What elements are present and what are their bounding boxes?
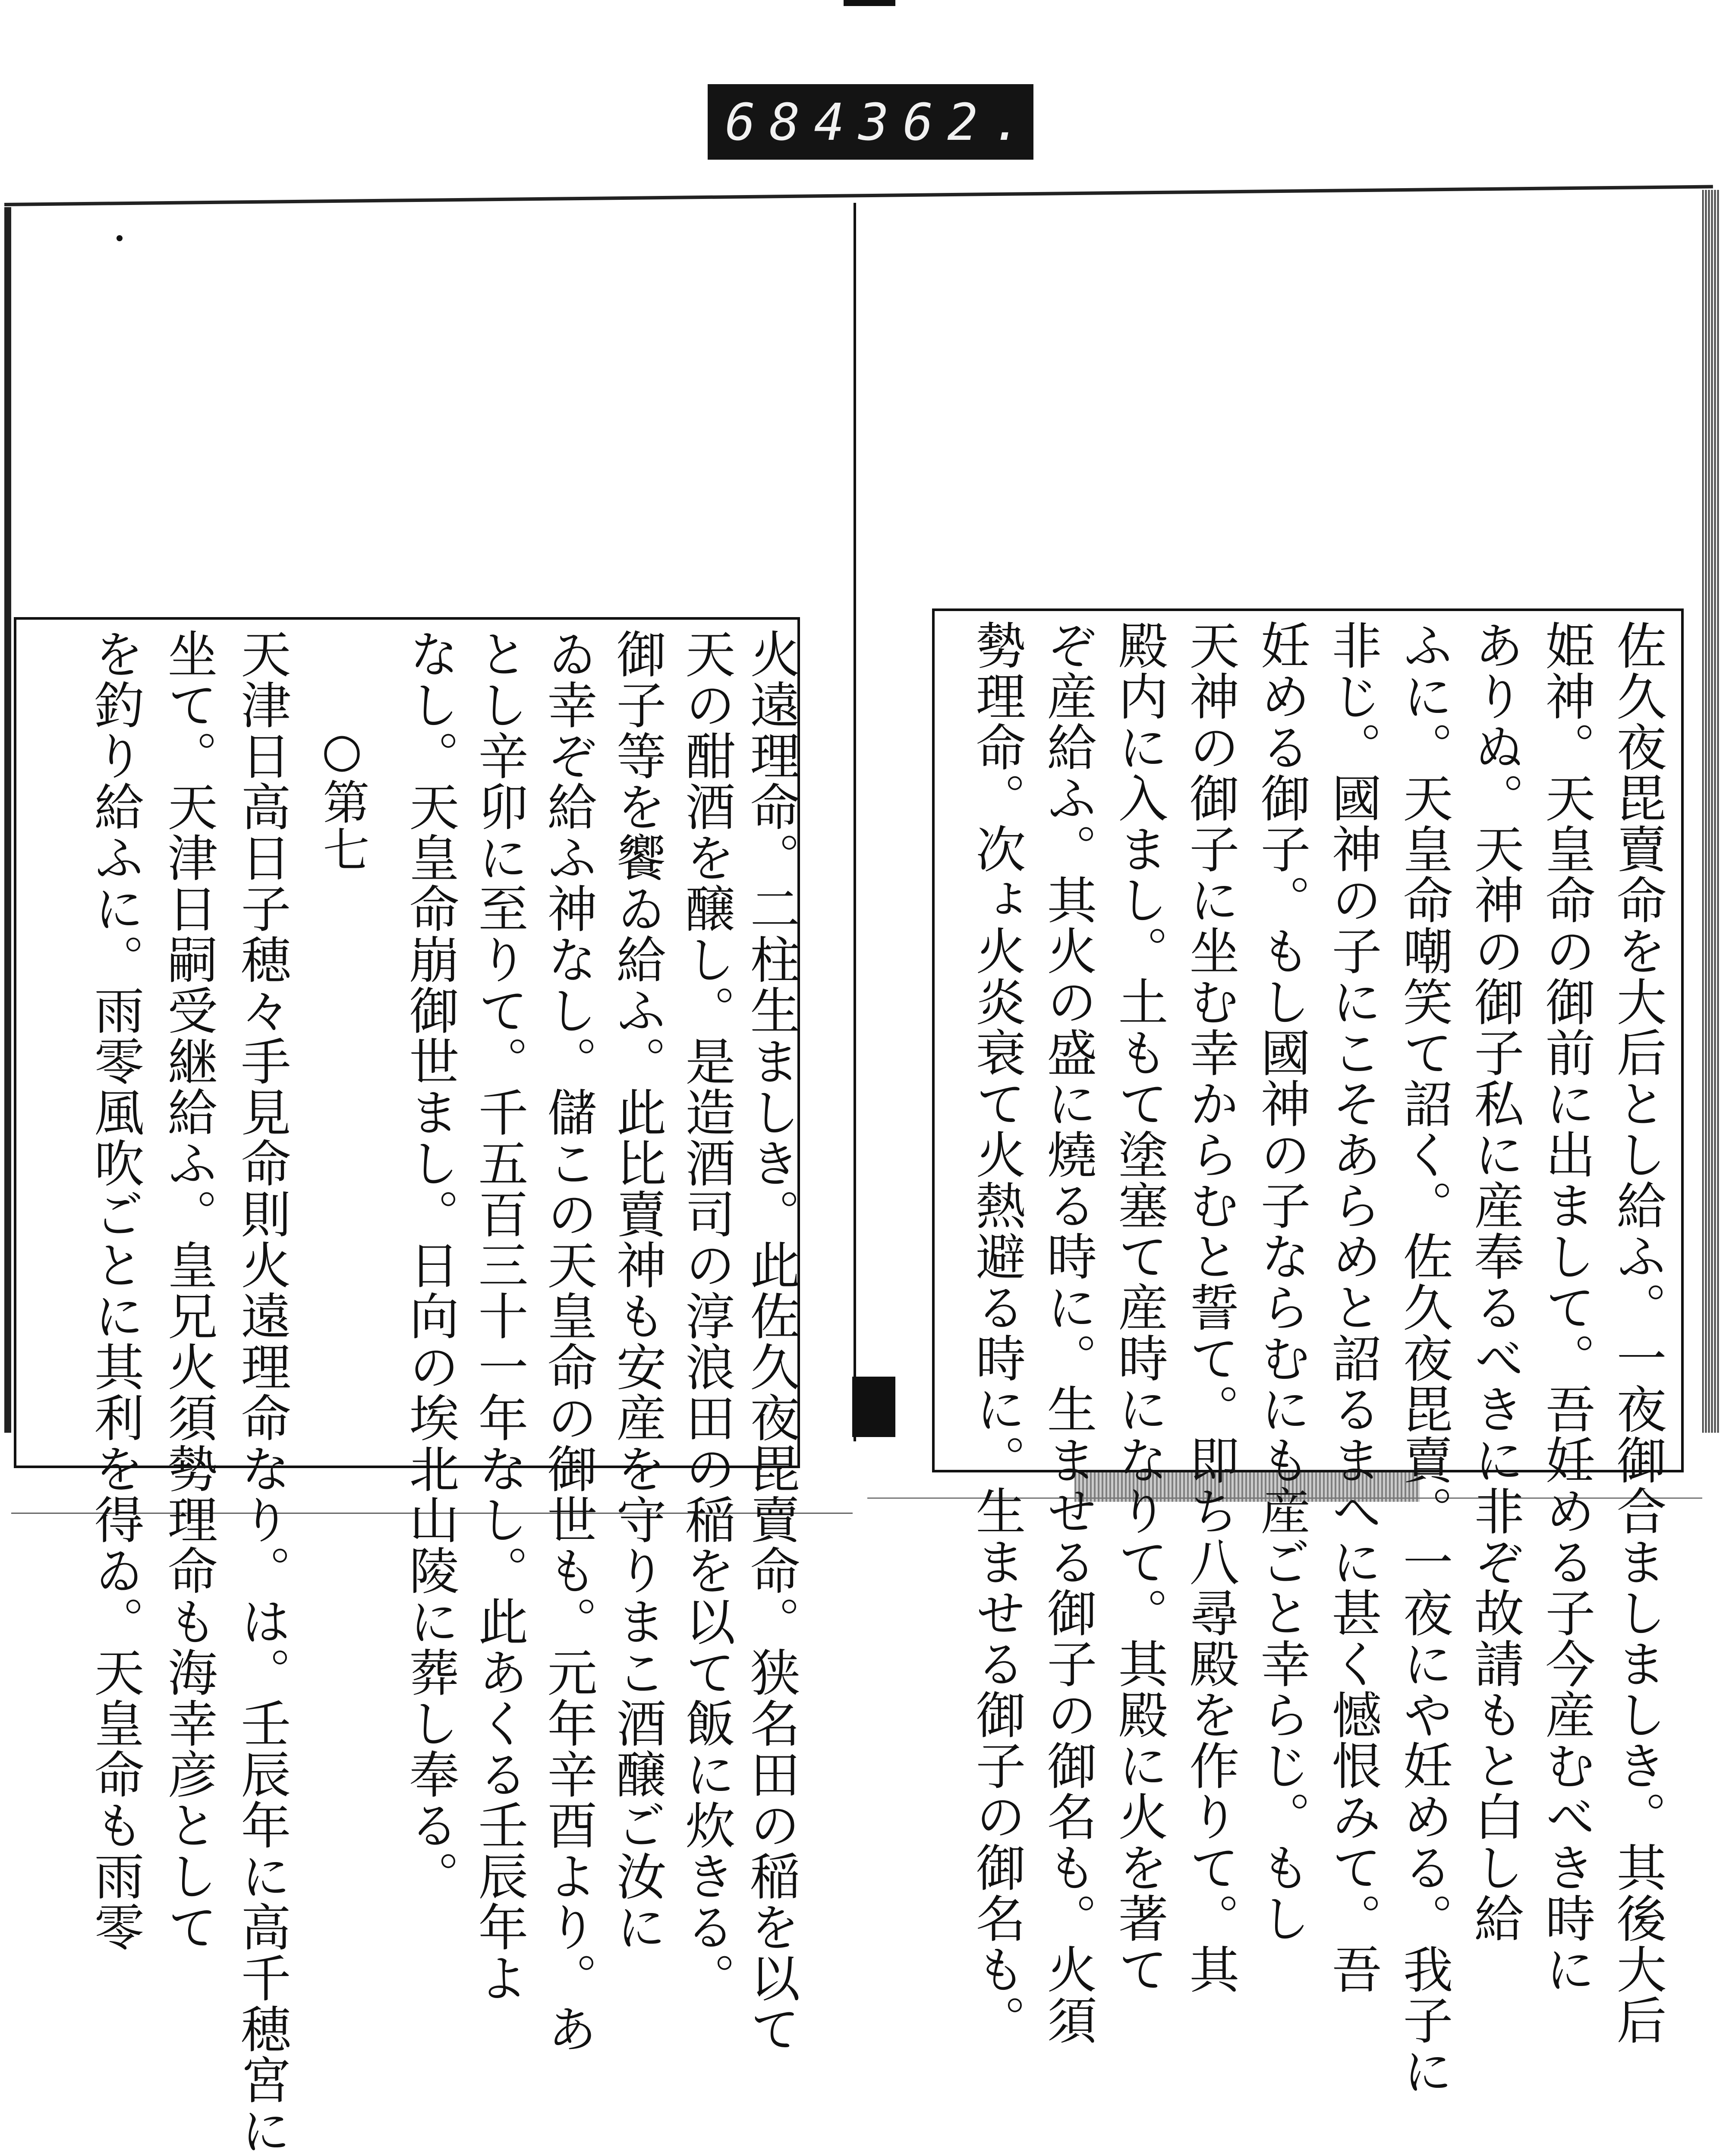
text-column: 非じ。國神の子にこそあらめと詔るまへに甚く憾恨みて。吾: [1323, 620, 1382, 1995]
text-column: とし辛卯に至りて。千五百三十一年なし。此あくる壬辰年よ: [470, 628, 528, 2003]
book-gutter: [854, 203, 856, 1441]
text-column: なし。天皇命崩御世まし。日向の埃北山陵に葬し奉る。: [401, 628, 459, 1901]
text-column: 勢理命。次ょ火炎衰て火熱避る時に。生ませる御子の御名も。: [967, 620, 1026, 2046]
text-column: 天の酣酒を醸し。是造酒司の淳浪田の稲を以て飯に炊きる。: [677, 628, 735, 2003]
cover-left-edge: [4, 207, 11, 1433]
gutter-shadow: [852, 1377, 895, 1437]
ink-dot: [117, 235, 123, 241]
page-stack-edge: [1702, 190, 1720, 1433]
text-column: 火遠理命。二柱生ましき。此佐久夜毘賣命。狭名田の稲を以て: [742, 628, 800, 2054]
text-column: ゐ幸ぞ給ふ神なし。儲この天皇命の御世も。元年辛酉より。あ: [539, 628, 597, 2054]
text-column: 天神の御子に坐む幸からむと誓て。即ち八尋殿を作りて。其: [1181, 620, 1239, 1995]
archive-number-label: [708, 84, 1036, 160]
text-column: ふに。天皇命嘲笑て詔く。佐久夜毘賣。一夜にや妊める。我子に: [1395, 620, 1453, 2096]
archive-number-left: 684: [725, 92, 859, 152]
cover-top-edge: [4, 185, 1713, 206]
archive-number-right: 362.: [858, 92, 1036, 152]
text-column: 殿内に入まし。土もて塗塞て産時になりて。其殿に火を著て: [1110, 620, 1168, 1995]
open-book: [4, 186, 1720, 2156]
text-column: ぞ産給ふ。其火の盛に燒る時に。生ませる御子の御名も。火須: [1039, 620, 1097, 2046]
section-heading: ○第七: [315, 723, 369, 873]
text-column: を釣り給ふに。雨零風吹ごとに其利を得ゐ。天皇命も雨零: [86, 628, 144, 1952]
text-column: ありぬ。天神の御子私に産奉るべきに非ぞ故請もと白し給: [1466, 620, 1524, 1944]
text-column: 佐久夜毘賣命を大后とし給ふ。一夜御合ましましき。其後大后: [1608, 620, 1666, 2046]
right-page-text-frame: [932, 608, 1684, 2096]
text-column: 妊める御子。もし國神の子ならむにも産ごと幸らじ。もし: [1252, 620, 1310, 1944]
text-column: 天津日高日子穂々手見命則火遠理命なり。は。壬辰年に高千穂宮に: [233, 628, 291, 2156]
left-page-text-frame: [14, 617, 800, 2156]
top-edge-mark: [844, 0, 895, 6]
text-column: 御子等を饗ゐ給ふ。此比賣神も安産を守りまこ酒醸ご汝に: [608, 628, 666, 1952]
text-column: 姫神。天皇命の御前に出まして。吾妊める子今産むべき時に: [1537, 620, 1595, 1995]
text-column: 坐て。天津日嗣受継給ふ。皇兄火須勢理命も海幸彦として: [159, 628, 217, 1952]
